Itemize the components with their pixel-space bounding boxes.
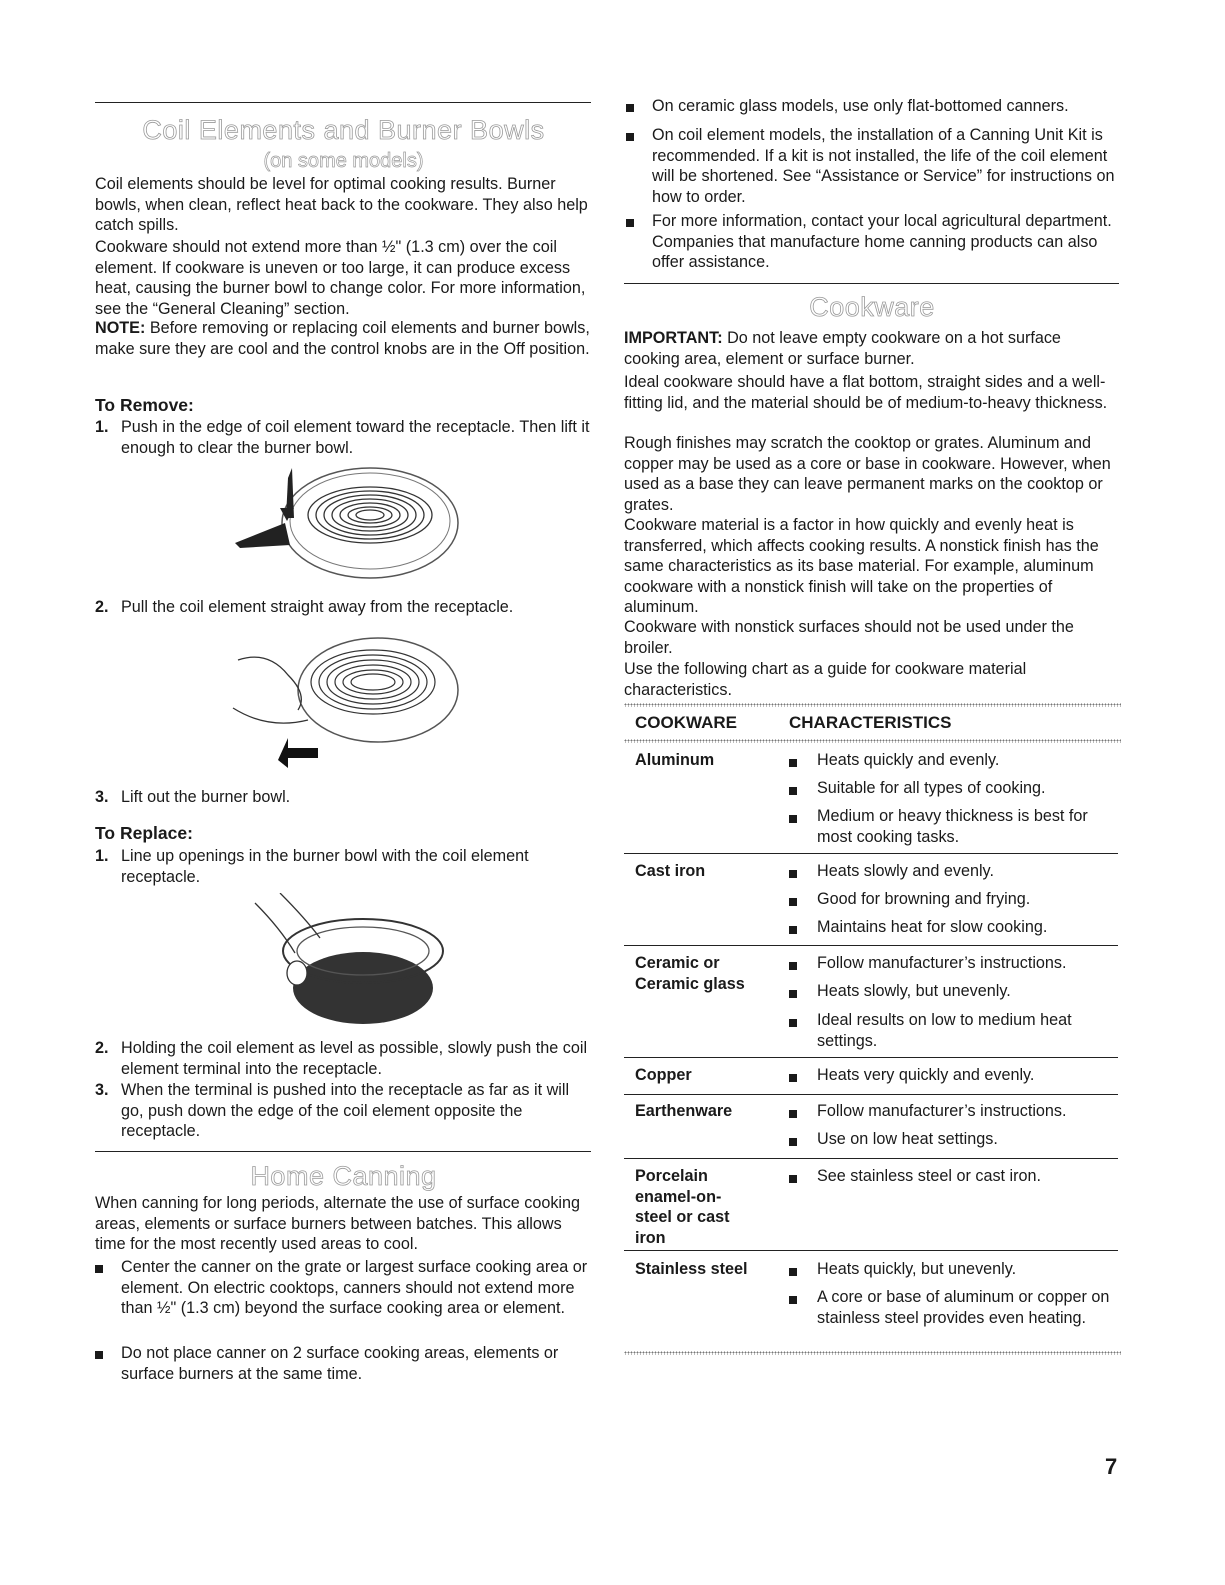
table-cell-material: Aluminum — [635, 751, 715, 769]
table-cell-material: Cast iron — [635, 862, 706, 880]
cookware-important — [624, 328, 1119, 369]
step-number: 1. — [95, 418, 109, 436]
table-cell-characteristic: Medium or heavy thickness is best for most cooking tasks. — [817, 807, 1088, 846]
table-top-border — [624, 703, 1121, 707]
step-number: 2. — [95, 598, 109, 616]
canning-section-title: Home Canning — [250, 1161, 437, 1191]
table-header-border — [624, 739, 1121, 743]
bullet-icon — [789, 759, 797, 767]
burner-bowl-illustration — [235, 893, 455, 1028]
coil-paragraph-2: Cookware should not extend more than ½" (1.3 cm) over the coil element. If cookware is uneven or too large, it can produce excess heat, causing the burner bowl to change color. For more information, see the “General Cleaning” section. — [95, 238, 586, 318]
bullet-icon — [95, 1265, 103, 1273]
canning-bullet-4: On coil element models, the installation of a Canning Unit Kit is recommended. If a kit is not installed, the life of the coil element will be shortened. See “Assistance or Service” for instructions on how to order. — [652, 126, 1115, 206]
table-cell-characteristic: Heats quickly, but unevenly. — [817, 1260, 1017, 1278]
table-cell-characteristic: Ideal results on low to medium heat settings. — [817, 1011, 1072, 1050]
cookware-paragraph-1: Ideal cookware should have a flat bottom, straight sides and a well-fitting lid, and the material should be of medium-to-heavy thickness. — [624, 373, 1108, 412]
remove-step-3: Lift out the burner bowl. — [121, 788, 291, 806]
canning-bullet-2: Do not place canner on 2 surface cooking areas, elements or surface burners at the same time. — [121, 1344, 559, 1383]
table-cell-characteristic: Heats slowly, but unevenly. — [817, 982, 1011, 1000]
bullet-icon — [789, 1296, 797, 1304]
bullet-icon — [789, 787, 797, 795]
table-row-divider — [624, 1094, 1118, 1095]
table-cell-characteristic: A core or base of aluminum or copper on stainless steel provides even heating. — [817, 1288, 1110, 1327]
table-header-cookware: COOKWARE — [635, 713, 737, 732]
replace-step-3: When the terminal is pushed into the receptacle as far as it will go, push down the edge of the coil element opposite the receptacle. — [121, 1081, 570, 1140]
table-cell-characteristic: Good for browning and frying. — [817, 890, 1031, 908]
replace-step-1: Line up openings in the burner bowl with the coil element receptacle. — [121, 847, 529, 886]
table-row-divider — [624, 1250, 1118, 1251]
table-cell-characteristic: Heats slowly and evenly. — [817, 862, 994, 880]
canning-bullet-5: For more information, contact your local agricultural department. Companies that manufacture home canning products can also offer assistance. — [652, 212, 1112, 271]
important-text: Do not leave empty cookware on a hot surface cooking area, element or surface burner. — [624, 329, 1061, 368]
bullet-icon — [626, 104, 634, 112]
section-rule — [95, 102, 591, 103]
section-rule — [624, 283, 1119, 284]
cookware-section-title: Cookware — [809, 292, 935, 322]
pull-coil-illustration — [228, 620, 463, 770]
remove-heading: To Remove: — [95, 395, 194, 415]
table-cell-material: Copper — [635, 1066, 692, 1084]
table-bottom-border — [624, 1351, 1121, 1355]
bullet-icon — [789, 1138, 797, 1146]
coil-section-subtitle: (on some models) — [263, 150, 424, 172]
cookware-paragraph-5: Use the following chart as a guide for cookware material characteristics. — [624, 660, 1027, 699]
canning-intro: When canning for long periods, alternate the use of surface cooking areas, elements or surface burners between batches. This allows time for the most recently used areas to cool. — [95, 1194, 581, 1253]
bullet-icon — [789, 962, 797, 970]
table-row-divider — [624, 1158, 1118, 1159]
replace-step-2: Holding the coil element as level as possible, slowly push the coil element terminal into the receptacle. — [121, 1039, 588, 1078]
table-cell-characteristic: Maintains heat for slow cooking. — [817, 918, 1048, 936]
table-cell-characteristic: Suitable for all types of cooking. — [817, 779, 1046, 797]
push-coil-illustration — [230, 463, 460, 588]
page-number: 7 — [1105, 1454, 1118, 1479]
step-number: 3. — [95, 1081, 109, 1099]
bullet-icon — [789, 1110, 797, 1118]
coil-note — [95, 318, 592, 359]
section-rule — [95, 1151, 591, 1152]
table-cell-characteristic: Follow manufacturer’s instructions. — [817, 1102, 1067, 1120]
coil-section-title: Coil Elements and Burner Bowls — [142, 115, 545, 145]
bullet-icon — [789, 1074, 797, 1082]
step-number: 1. — [95, 847, 109, 865]
bullet-icon — [789, 990, 797, 998]
table-cell-material: Ceramic or Ceramic glass — [635, 954, 745, 993]
bullet-icon — [789, 870, 797, 878]
bullet-icon — [789, 1268, 797, 1276]
table-header-characteristics: CHARACTERISTICS — [789, 713, 952, 732]
remove-step-2: Pull the coil element straight away from the receptacle. — [121, 598, 514, 616]
important-label: IMPORTANT: — [624, 329, 723, 347]
table-cell-characteristic: See stainless steel or cast iron. — [817, 1167, 1042, 1185]
note-text: Before removing or replacing coil elements and burner bowls, make sure they are cool and the control knobs are in the Off position. — [95, 319, 590, 358]
table-row-divider — [624, 853, 1118, 854]
table-row-divider — [624, 1057, 1118, 1058]
bullet-icon — [626, 133, 634, 141]
bullet-icon — [789, 926, 797, 934]
table-row-divider — [624, 945, 1118, 946]
bullet-icon — [95, 1351, 103, 1359]
canning-bullet-3: On ceramic glass models, use only flat-bottomed canners. — [652, 97, 1069, 115]
cookware-paragraph-4: Cookware with nonstick surfaces should not be used under the broiler. — [624, 618, 1074, 657]
canning-bullet-1: Center the canner on the grate or largest surface cooking area or element. On electric cooktops, canners should not extend more than ½" (1.3 cm) beyond the surface cooking area or element. — [121, 1258, 588, 1317]
table-cell-characteristic: Use on low heat settings. — [817, 1130, 998, 1148]
note-label: NOTE: — [95, 319, 146, 337]
cookware-paragraph-2: Rough finishes may scratch the cooktop or grates. Aluminum and copper may be used as a core or base in cookware. However, when used as a base they can leave permanent marks on the cooktop or grates. — [624, 434, 1111, 514]
table-cell-material: Earthenware — [635, 1102, 733, 1120]
replace-heading: To Replace: — [95, 823, 193, 843]
table-cell-characteristic: Heats very quickly and evenly. — [817, 1066, 1035, 1084]
step-number: 2. — [95, 1039, 109, 1057]
table-cell-material: Stainless steel — [635, 1260, 748, 1278]
bullet-icon — [626, 219, 634, 227]
table-cell-material: Porcelain enamel-on-steel or cast iron — [635, 1167, 730, 1247]
remove-step-1: Push in the edge of coil element toward the receptacle. Then lift it enough to clear the burner bowl. — [121, 418, 590, 457]
bullet-icon — [789, 1019, 797, 1027]
bullet-icon — [789, 1175, 797, 1183]
bullet-icon — [789, 815, 797, 823]
step-number: 3. — [95, 788, 109, 806]
table-cell-characteristic: Heats quickly and evenly. — [817, 751, 1000, 769]
bullet-icon — [789, 898, 797, 906]
table-cell-characteristic: Follow manufacturer’s instructions. — [817, 954, 1067, 972]
cookware-paragraph-3: Cookware material is a factor in how quickly and evenly heat is transferred, which affects cooking results. A nonstick finish has the same characteristics as its base material. For example, aluminum cookware with a nonstick finish will take on the properties of aluminum. — [624, 516, 1099, 616]
coil-paragraph-1: Coil elements should be level for optimal cooking results. Burner bowls, when clean, reflect heat back to the cookware. They also help catch spills. — [95, 175, 588, 234]
